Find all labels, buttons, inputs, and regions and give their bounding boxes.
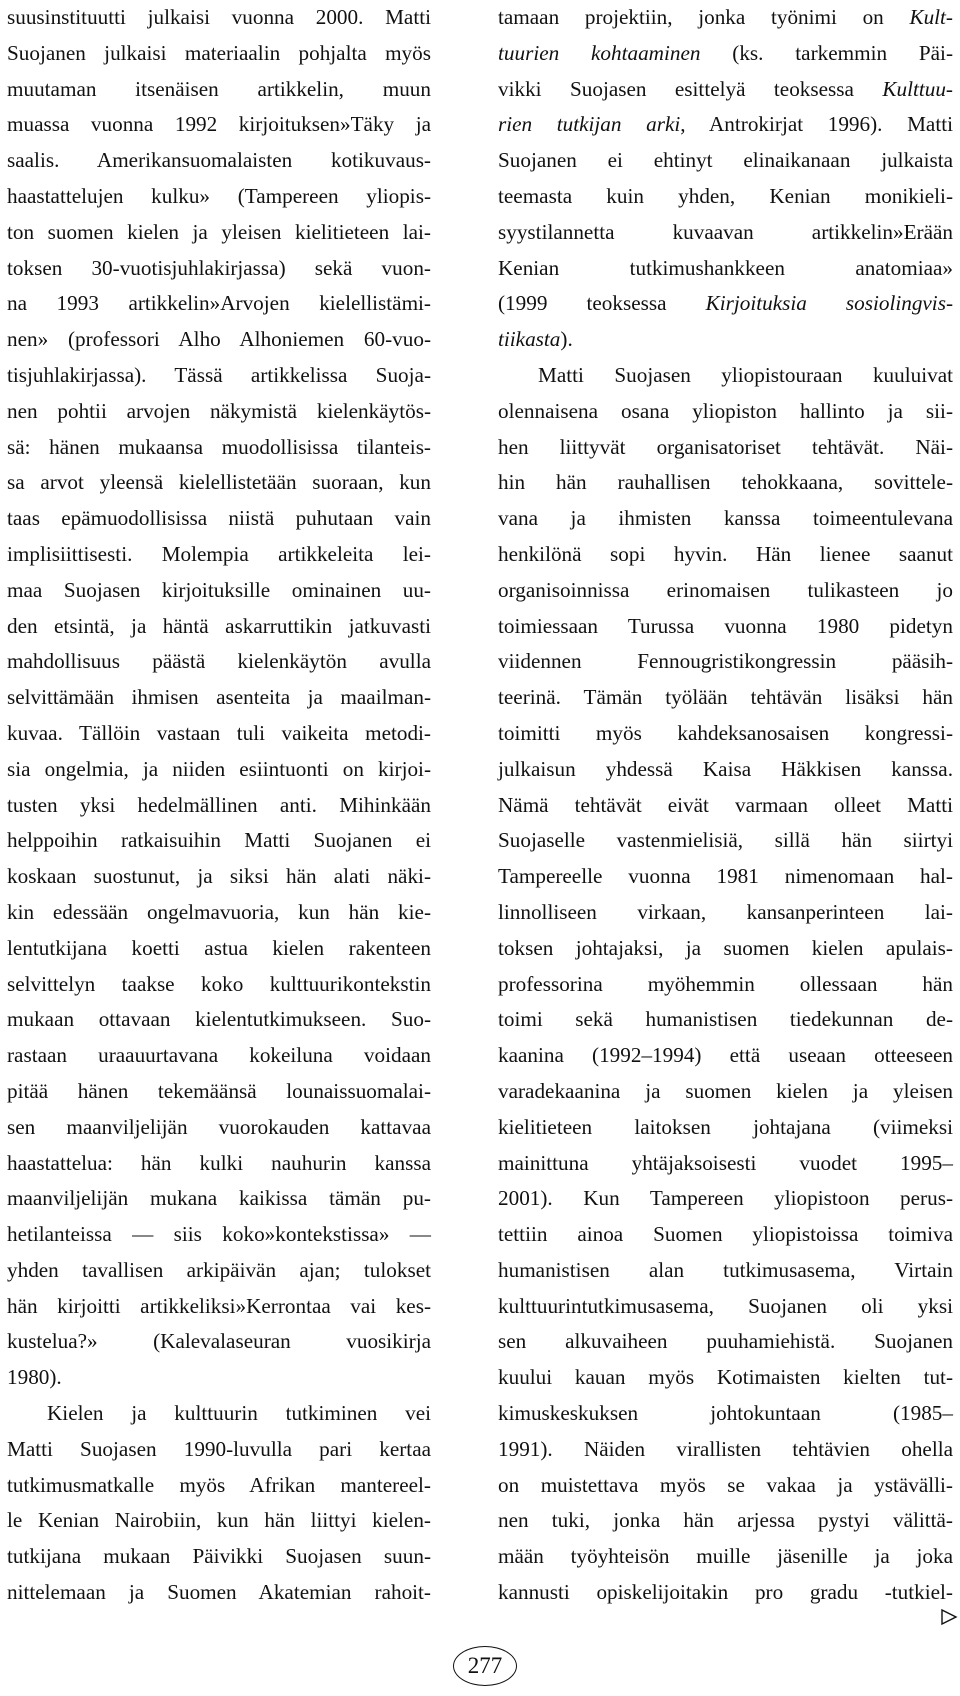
text-line	[498, 1146, 953, 1182]
text-line: sen maanviljelijän vuorokauden kattavaa	[7, 1114, 431, 1139]
text-line	[498, 859, 953, 895]
italic-text: rien tutkijan arki	[498, 112, 681, 137]
text-line	[498, 823, 953, 859]
text-line	[498, 1468, 953, 1504]
text-run: 2001). Kun Tampereen yliopistoon perus-	[498, 1186, 953, 1211]
text-line	[498, 1002, 953, 1038]
text-line: den etsintä, ja häntä askarruttikin jatkuvasti	[7, 613, 431, 638]
text-run: Matti Suojasen yliopistouraan kuuluivat	[538, 362, 953, 387]
text-line: na 1993 artikkelin»Arvojen kielellistämi-	[7, 291, 431, 316]
text-line: le Kenian Nairobiin, kun hän liittyi kielen-	[7, 1508, 431, 1533]
text-line	[498, 179, 953, 215]
text-run: toksen johtajaksi, ja suomen kielen apulais-	[498, 935, 953, 960]
text-run: professorina myöhemmin ollessaan hän	[498, 971, 953, 996]
text-line	[498, 537, 953, 573]
text-line: kin edessään ongelmavuoria, kun hän kie-	[7, 899, 431, 924]
text-line: lentutkijana koetti astua kielen rakenteen	[7, 935, 431, 960]
text-line: 1980).	[7, 1365, 62, 1390]
text-line: haastattelua: hän kulki nauhurin kanssa	[7, 1150, 431, 1175]
text-line	[498, 1396, 953, 1432]
text-run: kielitieteen laitoksen johtajana (viimeksi	[498, 1114, 953, 1139]
text-line: taas epämuodollisissa niistä puhutaan vain	[7, 506, 431, 531]
text-line	[498, 251, 953, 287]
text-line	[498, 680, 953, 716]
text-run: vikki Suojasen esittelyä teoksessa	[498, 76, 883, 101]
italic-text: Kult-	[909, 5, 953, 29]
text-run: toimiessaan Turussa vuonna 1980 pidetyn	[498, 613, 953, 638]
text-line: kuvaa. Tällöin vastaan tuli vaikeita metodi-	[7, 720, 431, 745]
text-line: saalis. Amerikansuomalaisten kotikuvaus-	[7, 148, 431, 173]
text-run: (ks. tarkemmin Päi-	[700, 40, 954, 65]
text-line	[498, 609, 953, 645]
text-line: selvittämään ihmisen asenteita ja maailman-	[7, 685, 431, 710]
text-line	[498, 931, 953, 967]
text-line	[498, 36, 953, 72]
text-line: muutaman itsenäisen artikkelin, muun	[7, 76, 431, 101]
text-line: selvittelyn taakse koko kulttuurikontekstin	[7, 971, 431, 996]
text-line: nen» (professori Alho Alhoniemen 60-vuo-	[7, 327, 431, 352]
text-run: henkilönä sopi hyvin. Hän lienee saanut	[498, 541, 953, 566]
text-line: nen pohtii arvojen näkymistä kielenkäytös-	[7, 398, 431, 423]
text-line	[498, 967, 953, 1003]
text-line	[498, 752, 953, 788]
text-run: tettiin ainoa Suomen yliopistoissa toimiva	[498, 1222, 953, 1247]
text-line	[498, 895, 953, 931]
text-line: muassa vuonna 1992 kirjoituksen»Täky ja	[7, 112, 431, 137]
text-line: tisjuhlakirjassa). Tässä artikkelissa Suoja-	[7, 362, 431, 387]
text-run: Suojaselle vastenmielisiä, sillä hän siirtyi	[498, 828, 953, 853]
text-line	[498, 1110, 953, 1146]
text-line	[498, 322, 953, 358]
text-run: syystilannetta kuvaavan artikkelin»Erään	[498, 219, 953, 244]
text-run: Suojanen ei ehtinyt elinaikanaan julkaista	[498, 148, 953, 173]
text-line	[498, 1324, 953, 1360]
text-line: pitää hänen tekemäänsä lounaissuomalai-	[7, 1078, 431, 1103]
left-text-column	[7, 0, 431, 1611]
text-line: tutkijana mukaan Päivikki Suojasen suun-	[7, 1544, 431, 1569]
text-line	[498, 1289, 953, 1325]
text-line: yhden tavallisen arkipäivän ajan; tulokset	[7, 1257, 431, 1282]
italic-text: tiikasta	[498, 327, 561, 352]
text-line: sia ongelmia, ja niiden esiintuonti on kirjoi-	[7, 756, 431, 781]
text-run: linnolliseen virkaan, kansanperinteen lai-	[498, 899, 953, 924]
text-line: mukaan ottavaan kielentutkimukseen. Suo-	[7, 1007, 431, 1032]
text-line: hetilanteissa — siis koko»kontekstissa» —	[7, 1222, 431, 1247]
text-line	[498, 644, 953, 680]
text-run: toimi sekä humanistisen tiedekunnan de-	[498, 1007, 953, 1032]
text-line: ton suomen kielen ja yleisen kielitieteen lai-	[7, 219, 431, 244]
triangle-right-icon	[940, 1608, 958, 1626]
text-run: organisoinnissa erinomaisen tulikasteen jo	[498, 577, 953, 602]
text-line: koskaan suostunut, ja siksi hän alati näki-	[7, 864, 431, 889]
text-run: nen tuki, jonka hän arjessa pystyi välittä-	[498, 1508, 953, 1533]
text-run: julkaisun yhdessä Kaisa Häkkisen kanssa.	[498, 756, 953, 781]
text-line: toksen 30-vuotisjuhlakirjassa) sekä vuon-	[7, 255, 431, 280]
text-line	[498, 1360, 953, 1396]
text-line: Matti Suojasen 1990-luvulla pari kertaa	[7, 1436, 431, 1461]
text-run: humanistisen alan tutkimusasema, Virtain	[498, 1257, 953, 1282]
text-line	[498, 72, 953, 108]
text-run: mään työyhteisön muille jäsenille ja joka	[498, 1544, 953, 1569]
text-line: rastaan uraauurtavana kokeiluna voidaan	[7, 1043, 431, 1068]
text-run: mainittuna yhtäjaksoisesti vuodet 1995–	[498, 1150, 953, 1175]
text-run: vana ja ihmisten kanssa toimeentulevana	[498, 506, 953, 531]
text-line: haastattelujen kulku» (Tampereen yliopis-	[7, 183, 431, 208]
text-run: kulttuurintutkimusasema, Suojanen oli yksi	[498, 1293, 953, 1318]
text-run: Kenian tutkimushankkeen anatomiaa»	[498, 255, 953, 280]
text-run: toimitti myös kahdeksanosaisen kongressi-	[498, 720, 953, 745]
text-run: varadekaanina ja suomen kielen ja yleisen	[498, 1078, 953, 1103]
text-line: kustelua?» (Kalevalaseuran vuosikirja	[7, 1329, 431, 1354]
text-line	[498, 1575, 953, 1611]
text-line	[498, 394, 953, 430]
text-line	[498, 465, 953, 501]
text-line	[498, 143, 953, 179]
text-line	[498, 573, 953, 609]
text-line: tusten yksi hedelmällinen anti. Mihinkään	[7, 792, 431, 817]
text-line	[498, 215, 953, 251]
text-run: 1991). Näiden virallisten tehtävien ohella	[498, 1436, 953, 1461]
text-line	[498, 286, 953, 322]
text-run: Nämä tehtävät eivät varmaan olleet Matti	[498, 792, 953, 817]
text-line: hän kirjoitti artikkeliksi»Kerrontaa vai kes-	[7, 1293, 431, 1318]
text-run: on muistettava myös se vakaa ja ystävälli-	[498, 1472, 953, 1497]
text-line: mahdollisuus päästä kielenkäytön avulla	[7, 649, 431, 674]
text-line	[498, 358, 953, 394]
text-run: teerinä. Tämän työlään tehtävän lisäksi hän	[498, 685, 953, 710]
text-run: hin hän rauhallisen tehokkaana, sovittele-	[498, 470, 953, 495]
text-line	[498, 716, 953, 752]
text-line: tutkimusmatkalle myös Afrikan mantereel-	[7, 1472, 431, 1497]
text-run: hen liittyvät organisatoriset tehtävät. Näi-	[498, 434, 953, 459]
italic-text: Kirjoituksia sosiolingvis-	[705, 291, 953, 316]
text-line	[498, 1038, 953, 1074]
text-line	[498, 1432, 953, 1468]
text-line: maanviljelijän mukana kaikissa tämän pu-	[7, 1186, 431, 1211]
text-run: , Antrokirjat 1996). Matti	[680, 112, 953, 137]
text-line	[498, 788, 953, 824]
text-line	[498, 1217, 953, 1253]
text-run: kannusti opiskelijoitakin pro gradu -tutkiel-	[498, 1580, 953, 1605]
text-run: (1999 teoksessa	[498, 291, 706, 316]
text-line: sä: hänen mukaansa muodollisissa tilanteis-	[7, 434, 431, 459]
page-number: 277	[453, 1646, 517, 1686]
text-run: teemasta kuin yhden, Kenian monikieli-	[498, 183, 953, 208]
text-line	[498, 0, 953, 36]
text-line: implisiittisesti. Molempia artikkeleita lei-	[7, 541, 431, 566]
italic-text: tuurien kohtaaminen	[498, 40, 701, 65]
text-line: helppoihin ratkaisuihin Matti Suojanen ei	[7, 828, 431, 853]
text-line	[498, 501, 953, 537]
text-line: nittelemaan ja Suomen Akatemian rahoit-	[7, 1580, 431, 1605]
text-line: Kielen ja kulttuurin tutkiminen vei	[47, 1401, 431, 1426]
text-run: kuului kauan myös Kotimaisten kielten tut-	[498, 1365, 953, 1390]
text-run: kaanina (1992–1994) että useaan otteeseen	[498, 1043, 953, 1068]
text-line	[498, 1253, 953, 1289]
text-line: maa Suojasen kirjoituksille ominainen uu-	[7, 577, 431, 602]
text-line	[498, 1181, 953, 1217]
text-run: olennaisena osana yliopiston hallinto ja sii-	[498, 398, 953, 423]
text-line	[498, 1074, 953, 1110]
text-run: tamaan projektiin, jonka työnimi on	[498, 5, 910, 29]
text-run: sen alkuvaiheen puuhamiehistä. Suojanen	[498, 1329, 953, 1354]
text-line	[498, 430, 953, 466]
text-line	[498, 1539, 953, 1575]
text-run: ).	[560, 327, 573, 352]
text-line	[498, 107, 953, 143]
text-run: Tampereelle vuonna 1981 nimenomaan hal-	[498, 864, 953, 889]
text-line	[498, 1503, 953, 1539]
right-text-column	[498, 0, 953, 1611]
italic-text: Kulttuu-	[882, 76, 953, 101]
text-line: Suojanen julkaisi materiaalin pohjalta myös	[7, 40, 431, 65]
text-run: kimuskeskuksen johtokuntaan (1985–	[498, 1401, 953, 1426]
text-line: suusinstituutti julkaisi vuonna 2000. Matti	[7, 5, 431, 29]
text-run: viidennen Fennougristikongressin pääsih-	[498, 649, 953, 674]
text-line: sa arvot yleensä kielellistetään suoraan, kun	[7, 470, 431, 495]
